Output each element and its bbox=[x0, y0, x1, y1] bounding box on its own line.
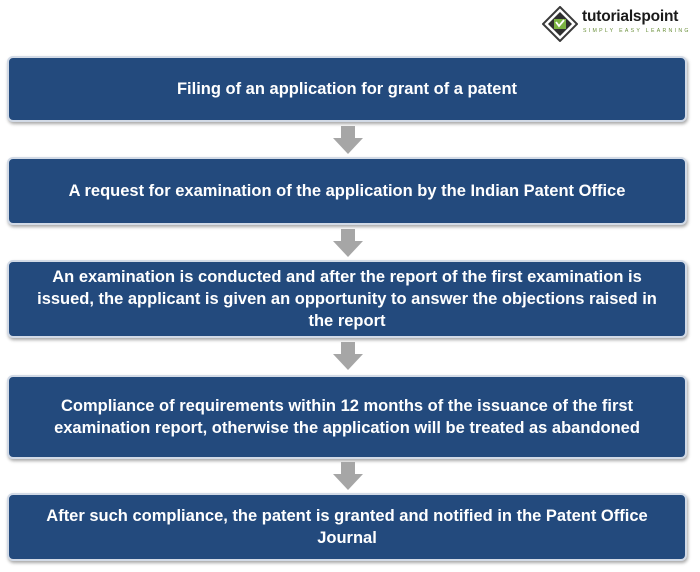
step-3-box bbox=[7, 260, 687, 338]
step-5-box bbox=[7, 493, 687, 561]
step-2-text: A request for examination of the application by the Indian Patent Office bbox=[68, 182, 626, 200]
step-1-text: Filing of an application for grant of a patent bbox=[176, 80, 518, 98]
tutorialspoint-logo-icon bbox=[542, 6, 578, 42]
step-4-text: Compliance of requirements within 12 months of the issuance of the first examination report, otherwise the application will be treated as abandoned bbox=[54, 397, 640, 437]
step-4-box bbox=[7, 375, 687, 459]
step-3-text: An examination is conducted and after the report of the first examination is issued, the applicant is given an opportunity to answer the objections raised in the report bbox=[37, 268, 657, 330]
down-arrow-icon bbox=[333, 342, 363, 370]
logo-tagline: SIMPLY EASY LEARNING bbox=[583, 28, 691, 34]
down-arrow-icon bbox=[333, 126, 363, 154]
down-arrow-icon bbox=[333, 229, 363, 257]
step-1-box bbox=[7, 56, 687, 122]
step-2-box bbox=[7, 157, 687, 225]
step-5-text: After such compliance, the patent is granted and notified in the Patent Office Journal bbox=[46, 507, 648, 547]
down-arrow-icon bbox=[333, 462, 363, 490]
tutorialspoint-logo bbox=[540, 4, 690, 44]
logo-wordmark: tutorialspoint bbox=[582, 8, 679, 25]
